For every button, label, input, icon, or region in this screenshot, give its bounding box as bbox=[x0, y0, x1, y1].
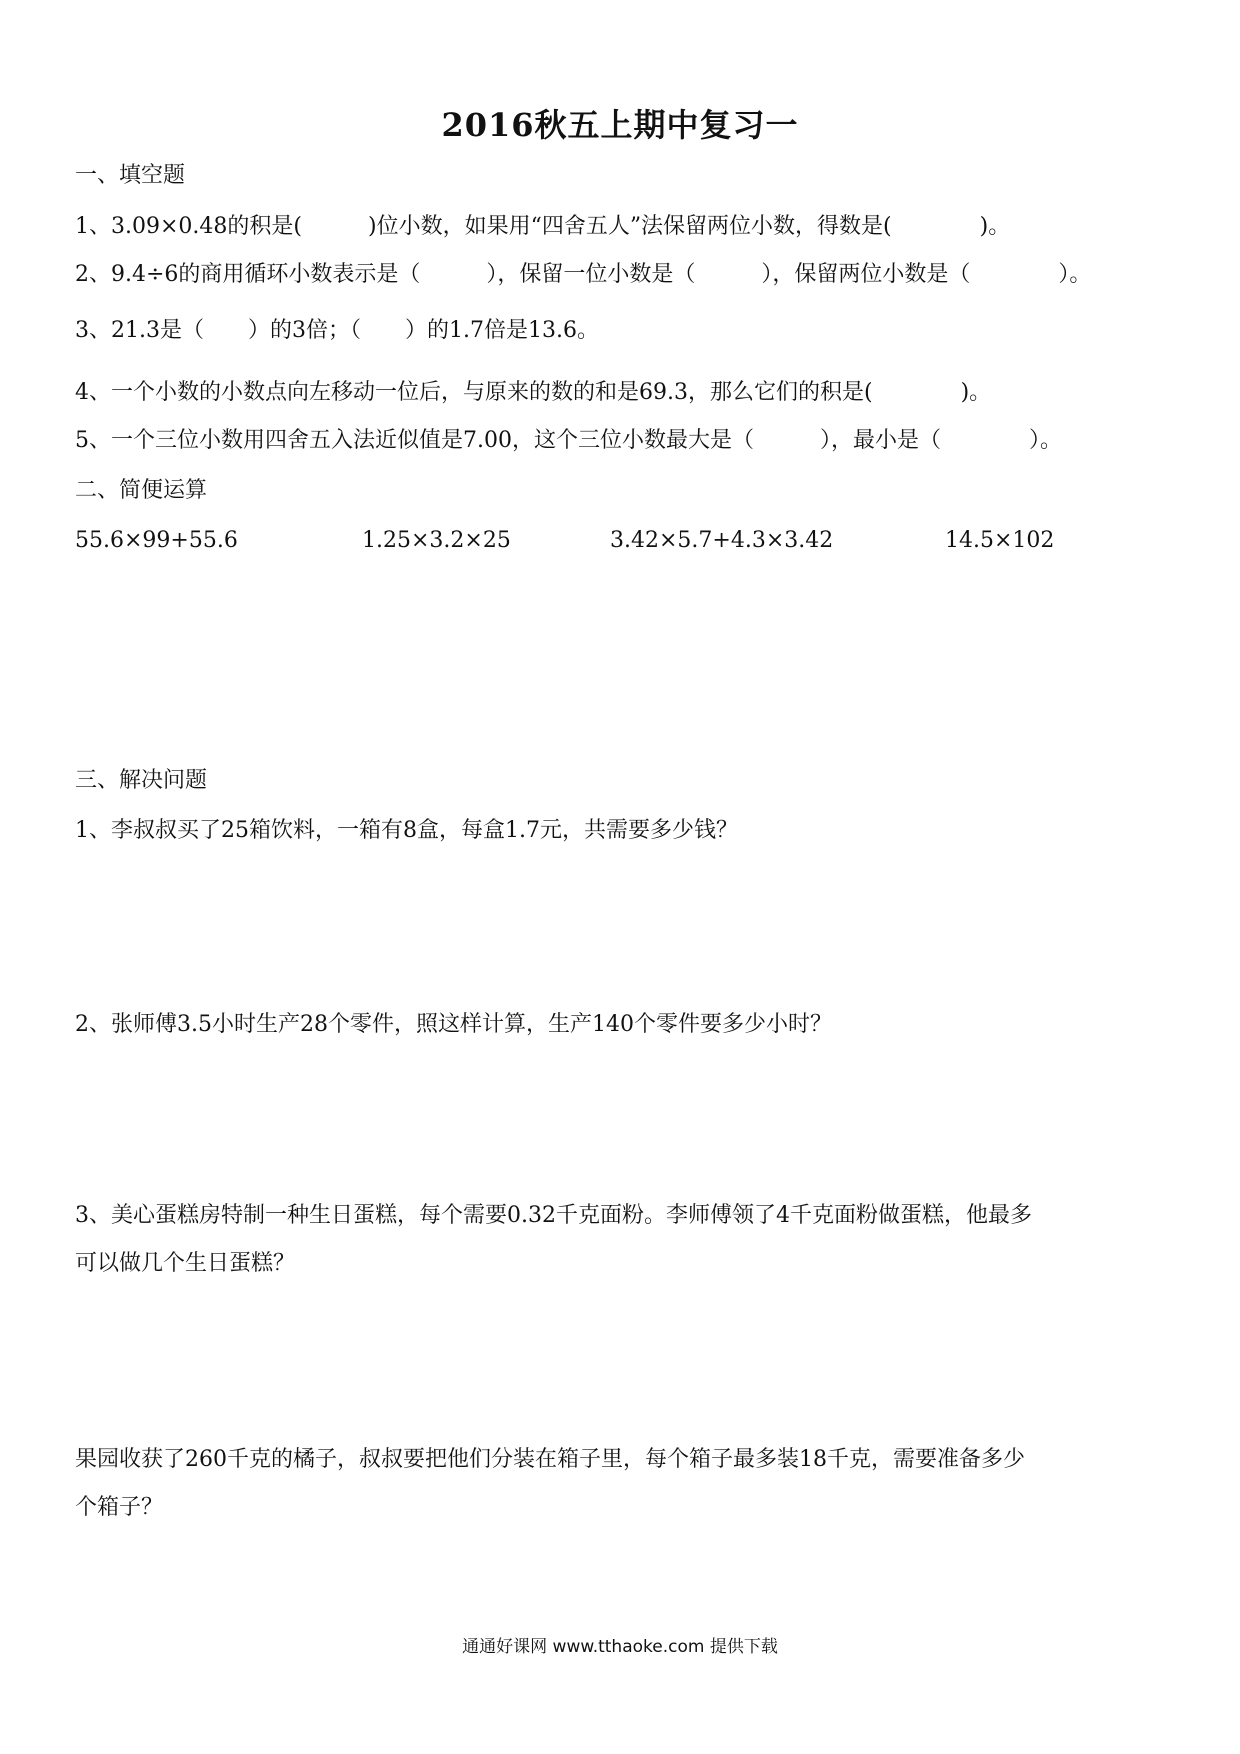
problem-3-line-2: 可以做几个生日蛋糕？ bbox=[75, 1251, 296, 1276]
section-simple-calculation: 二、简便运算 bbox=[75, 478, 208, 503]
problem-2: 2、张师傅3.5小时生产28个零件，照这样计算，生产140个零件要多少小时？ bbox=[75, 1012, 832, 1037]
fill-question-3: 3、21.3是（ ）的3倍；（ ）的1.7倍是13.6。 bbox=[75, 318, 599, 343]
fill-question-1: 1、3.09×0.48的积是( )位小数，如果用“四舍五人”法保留两位小数，得数是( )。 bbox=[75, 214, 1011, 239]
calculation-2: 1.25×3.2×25 bbox=[362, 528, 511, 553]
fill-question-5: 5、一个三位小数用四舍五入法近似值是7.00，这个三位小数最大是（ ），最小是（ ）。 bbox=[75, 428, 1062, 453]
problem-4-line-2: 个箱子？ bbox=[75, 1495, 164, 1520]
calculation-4: 14.5×102 bbox=[945, 528, 1055, 553]
calculation-1: 55.6×99+55.6 bbox=[75, 528, 238, 553]
section-solve-problems: 三、解决问题 bbox=[75, 768, 208, 793]
fill-question-4: 4、一个小数的小数点向左移动一位后，与原来的数的和是69.3，那么它们的积是( )。 bbox=[75, 380, 992, 405]
calculation-3: 3.42×5.7+4.3×3.42 bbox=[610, 528, 834, 553]
page-title: 2016秋五上期中复习一 bbox=[441, 106, 799, 144]
problem-3-line-1: 3、美心蛋糕房特制一种生日蛋糕，每个需要0.32千克面粉。李师傅领了4千克面粉做蛋糕，他最多 bbox=[75, 1203, 1032, 1228]
problem-4-line-1: 果园收获了260千克的橘子，叔叔要把他们分装在箱子里，每个箱子最多装18千克，需要准备多少 bbox=[75, 1447, 1025, 1472]
section-fill-in-blank: 一、填空题 bbox=[75, 163, 186, 188]
footer-source: 通通好课网 www.tthaoke.com 提供下载 bbox=[462, 1637, 778, 1657]
problem-1: 1、李叔叔买了25箱饮料，一箱有8盒，每盒1.7元，共需要多少钱？ bbox=[75, 818, 738, 843]
fill-question-2: 2、9.4÷6的商用循环小数表示是（ ），保留一位小数是（ ），保留两位小数是（ ）。 bbox=[75, 262, 1092, 287]
